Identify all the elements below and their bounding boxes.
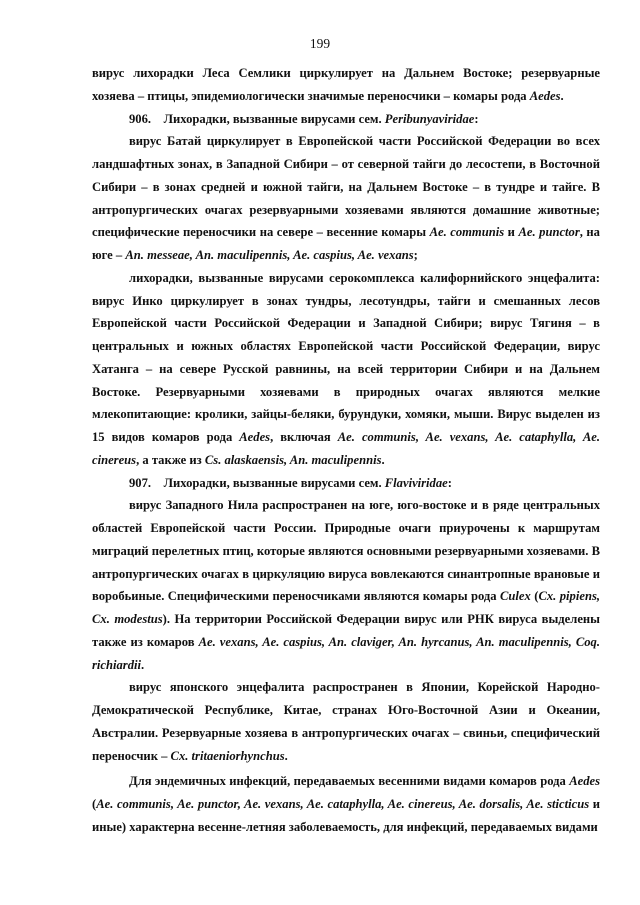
paragraph-p5: 907. Лихорадки, вызванные вирусами сем. Flaviviridae:	[129, 475, 452, 490]
body-text	[92, 62, 600, 839]
page-number: 199	[309, 36, 331, 51]
paragraph-p3: вирус Батай циркулирует в Европейской части Российской Федерации во всех ландшафтных зонах, в Западной Сибири – от северной тайги до лесостепи, в Восточной Сибири – в зонах средней и южной тайги, на Дальнем Востоке – в тундре и тайге. В антропургических очагах резервуарными хозяевами являются домашние животные; специфические переносчики на севере – весенние комары Ae. communis и Ae. punctor, на юге – An. messeae, An. maculipennis, Ae. caspius, Ae. vexans;	[92, 134, 600, 262]
paragraph-p4: лихорадки, вызванные вирусами серокомплекса калифорнийского энцефалита: вирус Инко циркулирует в зонах тундры, лесотундры, тайги и смешанных лесов Европейской части Российской Федерации и Западной Сибири; вирус Тягиня – в центральных и южных областях Европейской части Российской Федерации, вирус Хатанга – на севере Русской равнины, на всей территории Сибири и на Дальнем Востоке. Резервуарными хозяевами в природных очагах являются мелкие млекопитающие: кролики, зайцы-беляки, бурундуки, хомяки, мыши. Вирус выделен из 15 видов комаров рода Aedes, включая Ae. communis, Ae. vexans, Ae. cataphylla, Ae. cinereus, а также из Cs. alaskaensis, An. maculipennis.	[92, 270, 600, 467]
paragraph-p1: вирус лихорадки Леса Семлики циркулирует на Дальнем Востоке; резервуарные хозяева – птицы, эпидемиологически значимые переносчики – комары рода Aedes.	[92, 66, 600, 103]
paragraph-p8: Для эндемичных инфекций, передаваемых весенними видами комаров рода Aedes (Ae. communis, Ae. punctor, Ae. vexans, Ae. cataphylla, Ae. cinereus, Ae. dorsalis, Ae. sticticus и иные) характерна весенне-летняя заболеваемость, для инфекций, передаваемых видами	[92, 774, 601, 834]
paragraph-p7: вирус японского энцефалита распространен в Японии, Корейской Народно-Демократической Республике, Китае, странах Юго-Восточной Азии и Океании, Австралии. Резервуарные хозяева в антропургических очагах – свиньи, специфический переносчик – Cx. tritaeniorhynchus.	[92, 680, 600, 763]
paragraph-p6: вирус Западного Нила распространен на юге, юго-востоке и в ряде центральных областей Европейской части России. Природные очаги приурочены к маршрутам миграций перелетных птиц, которые являются основными резервуарными хозяевами. В антропургических очагах в циркуляцию вируса вовлекаются синантропные врановые и воробьиные. Специфическими переносчиками являются комары рода Culex (Cx. pipiens, Cx. modestus). На территории Российской Федерации вирус или РНК вируса выделены также из комаров Ae. vexans, Ae. caspius, An. claviger, An. hyrcanus, An. maculipennis, Coq. richiardii.	[92, 498, 601, 672]
paragraph-p2: 906. Лихорадки, вызванные вирусами сем. Peribunyaviridae:	[129, 111, 479, 126]
